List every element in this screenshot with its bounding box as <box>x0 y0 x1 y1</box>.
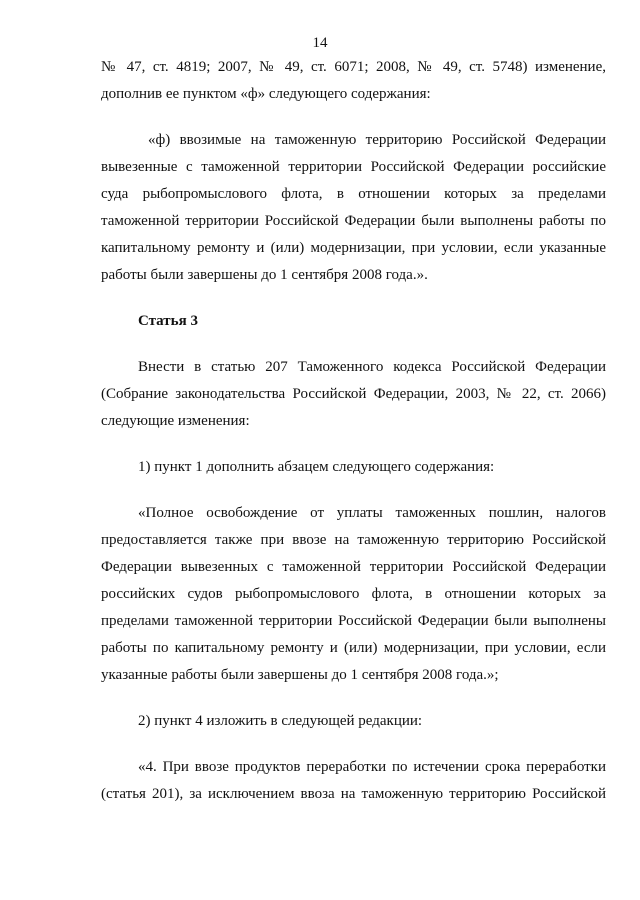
text-line: 2) пункт 4 изложить в следующей редакции: <box>138 713 423 729</box>
text-line: «4. При ввозе продуктов переработки по истечении срока переработки <box>138 759 606 775</box>
paragraph-quoted-exemption <box>101 500 606 689</box>
text-line: 1) пункт 1 дополнить абзацем следующего содержания: <box>138 459 495 475</box>
paragraph-point-1 <box>101 454 606 481</box>
text-line: следующие изменения: <box>101 413 250 429</box>
text-line: российских судов рыбопромыслового флота, в отношении которых за <box>101 586 606 602</box>
text-line: указанные работы были завершены до 1 сентября 2008 года.»; <box>101 667 499 683</box>
text-line: (статья 201), за исключением ввоза на таможенную территорию Российской <box>101 786 606 802</box>
text-line: работы были завершены до 1 сентября 2008 года.». <box>101 267 428 283</box>
text-line: пределами таможенной территории Российской Федерации были выполнены <box>101 613 606 629</box>
page-number: 14 <box>312 35 328 51</box>
paragraph-amendment-intro <box>101 54 606 108</box>
text-line: Федерации вывезенных с таможенной территории Российской Федерации <box>101 559 606 575</box>
text-line: «Полное освобождение от уплаты таможенных пошлин, налогов <box>138 505 606 521</box>
document-body <box>101 54 606 808</box>
text-line: предоставляется также при ввозе на таможенную территорию Российской <box>101 532 606 548</box>
text-line: суда рыбопромыслового флота, в отношении которых за пределами <box>101 186 606 202</box>
text-line: «ф) ввозимые на таможенную территорию Российской Федерации <box>148 132 606 148</box>
text-line: капитальному ремонту и (или) модернизации, при условии, если указанные <box>101 240 606 256</box>
text-line: дополнив ее пунктом «ф» следующего содержания: <box>101 86 431 102</box>
text-line: таможенной территории Российской Федерации были выполнены работы по <box>101 213 606 229</box>
article-heading: Статья 3 <box>138 313 198 329</box>
paragraph-point-2 <box>101 708 606 735</box>
text-line: работы по капитальному ремонту и (или) модернизации, при условии, если <box>101 640 606 656</box>
text-line: Внести в статью 207 Таможенного кодекса Российской Федерации <box>138 359 606 375</box>
paragraph-item-f <box>101 127 606 289</box>
text-line: № 47, ст. 4819; 2007, № 49, ст. 6071; 2008, № 49, ст. 5748) изменение, <box>101 59 606 75</box>
paragraph-article-3-intro <box>101 354 606 435</box>
text-line: вывезенные с таможенной территории Российской Федерации российские <box>101 159 606 175</box>
paragraph-point-4-text <box>101 754 606 808</box>
text-line: (Собрание законодательства Российской Федерации, 2003, № 22, ст. 2066) <box>101 386 606 402</box>
